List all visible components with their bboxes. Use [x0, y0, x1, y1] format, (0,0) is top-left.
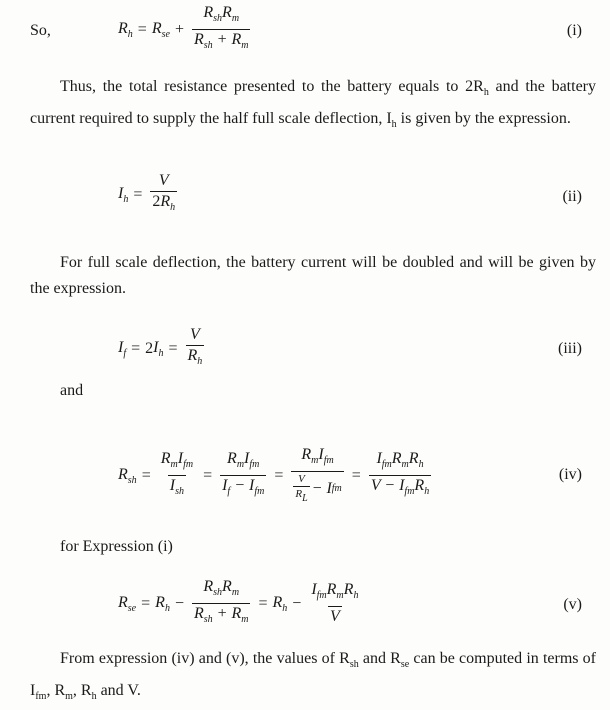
fraction: $R_mI_{fm}$ $\frac{V}{R_L}$ − I fm [291, 446, 343, 505]
fraction: $\frac{R_{sh}R_m}{R_{sh} + R_m}$ [192, 4, 251, 55]
fraction: $\frac{I_{fm}R_mR_h}{V}$ [311, 581, 359, 625]
equation-number: (v) [563, 596, 582, 613]
fraction: $\frac{R_mI_{fm}}{I_f - I_{fm}}$ [220, 450, 266, 501]
for-expression-text: for Expression (i) [60, 538, 173, 555]
paragraph-3: From expression (iv) and (v), the values of $R_{sh}$ and $R_{se}$ can be computed in terms of $I_{fm}$, $R_m$, $R_h$ and V. [30, 650, 596, 702]
equation-3 [0, 322, 610, 382]
equation-2-body: $I_h$ = $\frac{V}{2R_h}$ [118, 172, 180, 217]
fraction: $\frac{V}{2R_h}$ [150, 172, 177, 217]
equation-number: (ii) [562, 188, 582, 205]
fraction: $\frac{V}{R_h}$ [186, 326, 205, 371]
and-text: and [60, 382, 84, 399]
equation-1-body: $R_h$ = $R_{se}$ + $\frac{R_{sh}R_m}{R_{sh} + R_m}$ [118, 4, 253, 55]
equation-5 [0, 576, 610, 636]
fraction: $\frac{I_{fm}R_mR_h}{V - I_{fm}R_h}$ [369, 450, 431, 501]
equation-number: (iii) [558, 340, 582, 357]
paragraph-2: For full scale deflection, the battery current will be doubled and will be given by the expression. [30, 254, 596, 297]
equation-number: (i) [566, 22, 582, 39]
equation-number: (iv) [558, 466, 582, 483]
equation-4-body: $R_{sh}$ = $\frac{R_mI_{fm}}{I_{sh}}$ = $\frac{R_mI_{fm}}{I_f - I_{fm}}$ = $R_mI_{fm}$ $\frac{V}{R_L}$ − I fm = $\frac{I_{fm}R_mR_h}{V - I_{fm}R_h}$ [118, 446, 430, 504]
paragraph-1: Thus, the total resistance presented to the battery equals to $2R_h$ and the battery current required to supply the half full scale deflection, $I_h$ is given by the expression. [30, 78, 596, 130]
equation-5-body: $R_{se}$ = $R_h$ − $\frac{R_{sh}R_m}{R_{sh} + R_m}$ = $R_h$ − $\frac{I_{fm}R_mR_h}{V}$ [118, 578, 363, 629]
so-label: So, [30, 22, 51, 39]
fraction: $\frac{R_{sh}R_m}{R_{sh} + R_m}$ [192, 578, 251, 629]
equation-3-body: $I_f$ = 2 $I_h$ = $\frac{V}{R_h}$ [118, 326, 207, 371]
fraction: $\frac{R_mI_{fm}}{I_{sh}}$ [159, 450, 195, 501]
equation-4 [0, 444, 610, 504]
equation-2 [0, 168, 610, 228]
equation-1 [0, 2, 610, 62]
